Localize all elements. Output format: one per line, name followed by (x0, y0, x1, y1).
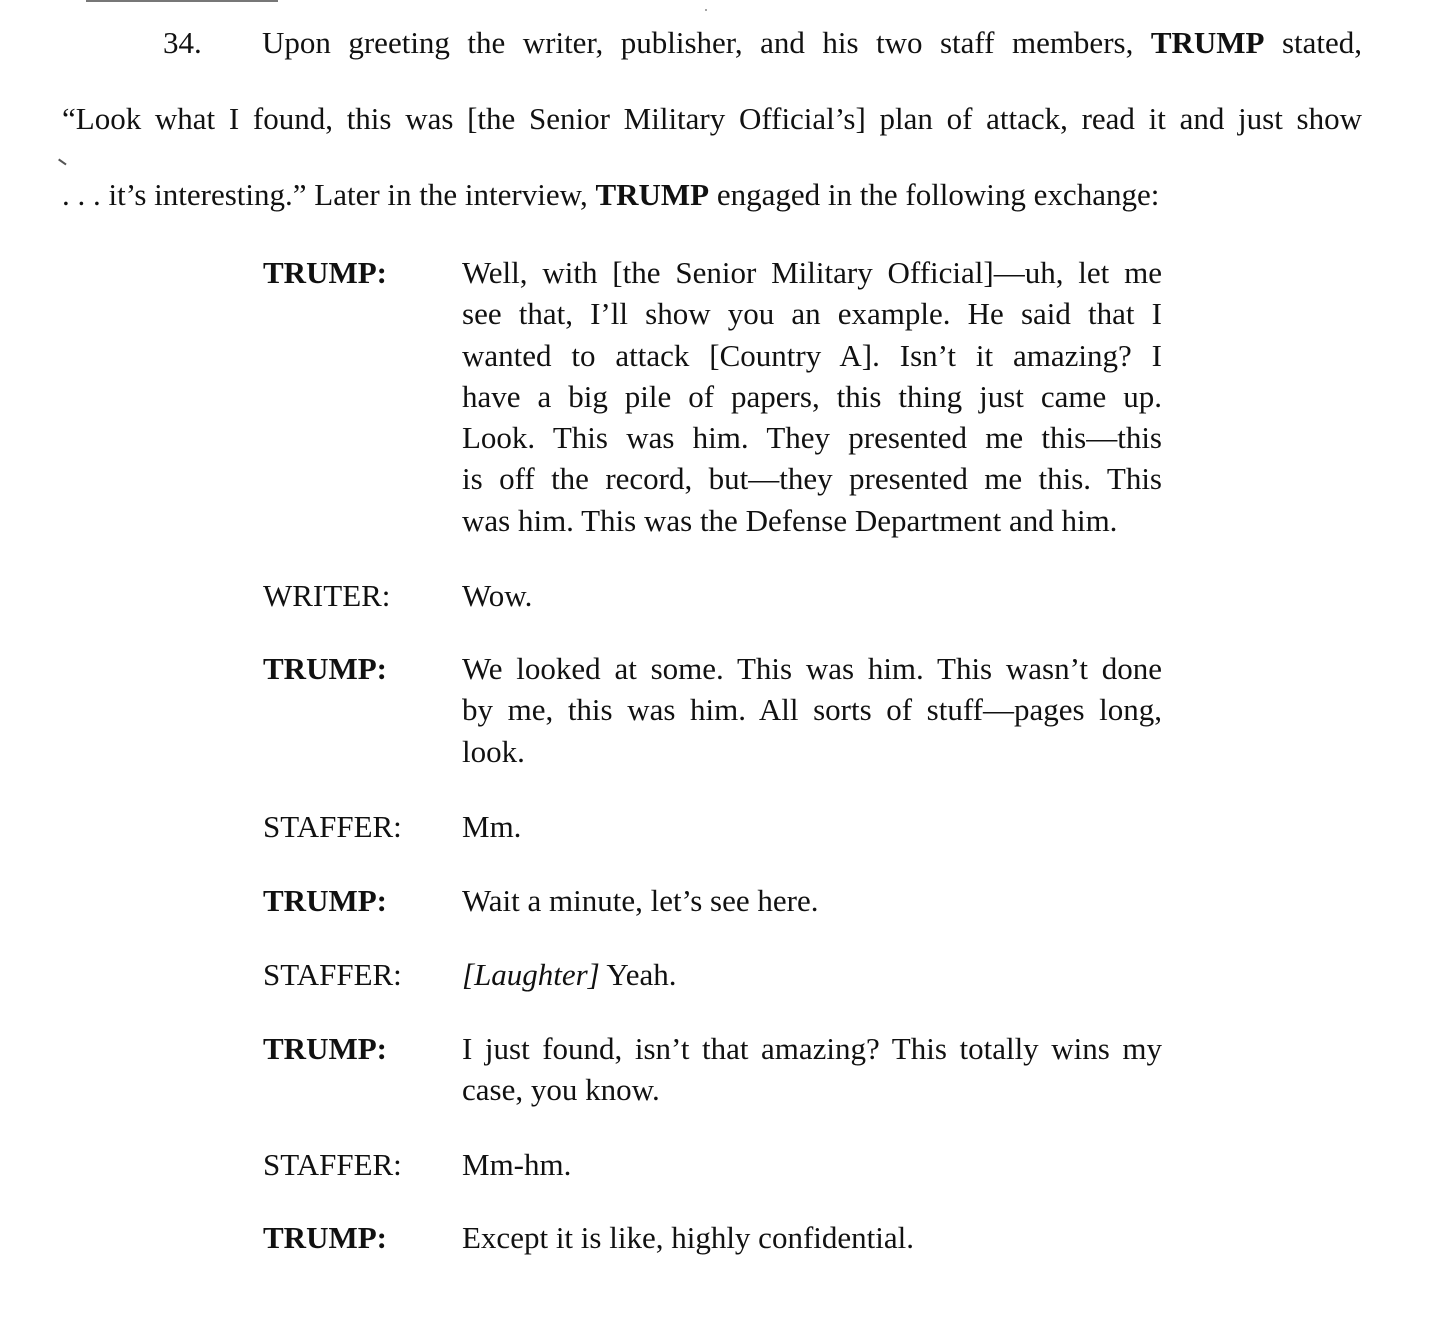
line1-pre: Upon greeting the writer, publisher, and his two staff members, (262, 25, 1134, 60)
paragraph-line-3 (62, 177, 1159, 213)
speech-text (462, 1028, 1162, 1111)
line3-name: TRUMP (595, 177, 710, 212)
speech-line: Well, with [the Senior Military Official]—uh, let me (462, 255, 1162, 290)
speech-text (462, 1217, 1162, 1258)
speech-line (462, 954, 1162, 995)
speech-text (462, 1144, 1162, 1185)
speech-line: look. (462, 733, 525, 769)
scan-mark (58, 159, 66, 165)
speaker-label: STAFFER: (263, 957, 402, 992)
speech-text (462, 880, 1162, 921)
line3-pre: . . . it’s interesting.” Later in the interview, (62, 177, 588, 212)
speech-line: is off the record, but—they presented me this. This (462, 461, 1162, 497)
paragraph-number: 34. (163, 25, 202, 60)
speech-line: I just found, isn’t that amazing? This totally wins my (462, 1031, 1162, 1066)
speech-text (462, 806, 1162, 847)
speech-line: wanted to attack [Country A]. Isn’t it amazing? I (462, 337, 1162, 373)
line3-post: engaged in the following exchange: (716, 177, 1160, 212)
speaker-label: STAFFER: (263, 1147, 402, 1182)
speech-text (462, 648, 1162, 772)
top-rule (86, 0, 278, 2)
speaker-label: TRUMP: (263, 255, 387, 290)
speech-line: have a big pile of papers, this thing just came up. (462, 378, 1162, 414)
stage-direction: [Laughter] (462, 957, 600, 992)
speech-line: Mm. (462, 809, 522, 844)
speech-line: Look. This was him. They presented me this—this (462, 420, 1162, 456)
speech-line: Wow. (462, 578, 533, 613)
speech-text (462, 252, 1162, 541)
speech-line: Except it is like, highly confidential. (462, 1220, 914, 1255)
paragraph-line-1 (262, 25, 1362, 61)
scan-speck (705, 9, 707, 11)
speaker-label: TRUMP: (263, 651, 387, 686)
line1-name: TRUMP (1150, 25, 1265, 60)
speech-line: by me, this was him. All sorts of stuff—pages long, (462, 692, 1162, 728)
speech-line: Wait a minute, let’s see here. (462, 883, 819, 918)
speaker-label: TRUMP: (263, 1220, 387, 1255)
speech-line: was him. This was the Defense Department and him. (462, 502, 1118, 538)
speech-line: We looked at some. This was him. This wasn’t done (462, 651, 1162, 686)
line1-post: stated, (1281, 25, 1363, 60)
speech-line: see that, I’ll show you an example. He said that I (462, 296, 1162, 332)
speaker-label: TRUMP: (263, 1031, 387, 1066)
speaker-label: WRITER: (263, 578, 391, 613)
speech-line: case, you know. (462, 1072, 660, 1108)
speech-line-text: Yeah. (599, 957, 677, 992)
speaker-label: TRUMP: (263, 883, 387, 918)
paragraph-line-2: “Look what I found, this was [the Senior Military Official’s] plan of attack, read it and just show (62, 101, 1362, 136)
speech-text (462, 575, 1162, 616)
speech-line: Mm-hm. (462, 1147, 572, 1182)
speaker-label: STAFFER: (263, 809, 402, 844)
speech-text (462, 954, 1162, 995)
